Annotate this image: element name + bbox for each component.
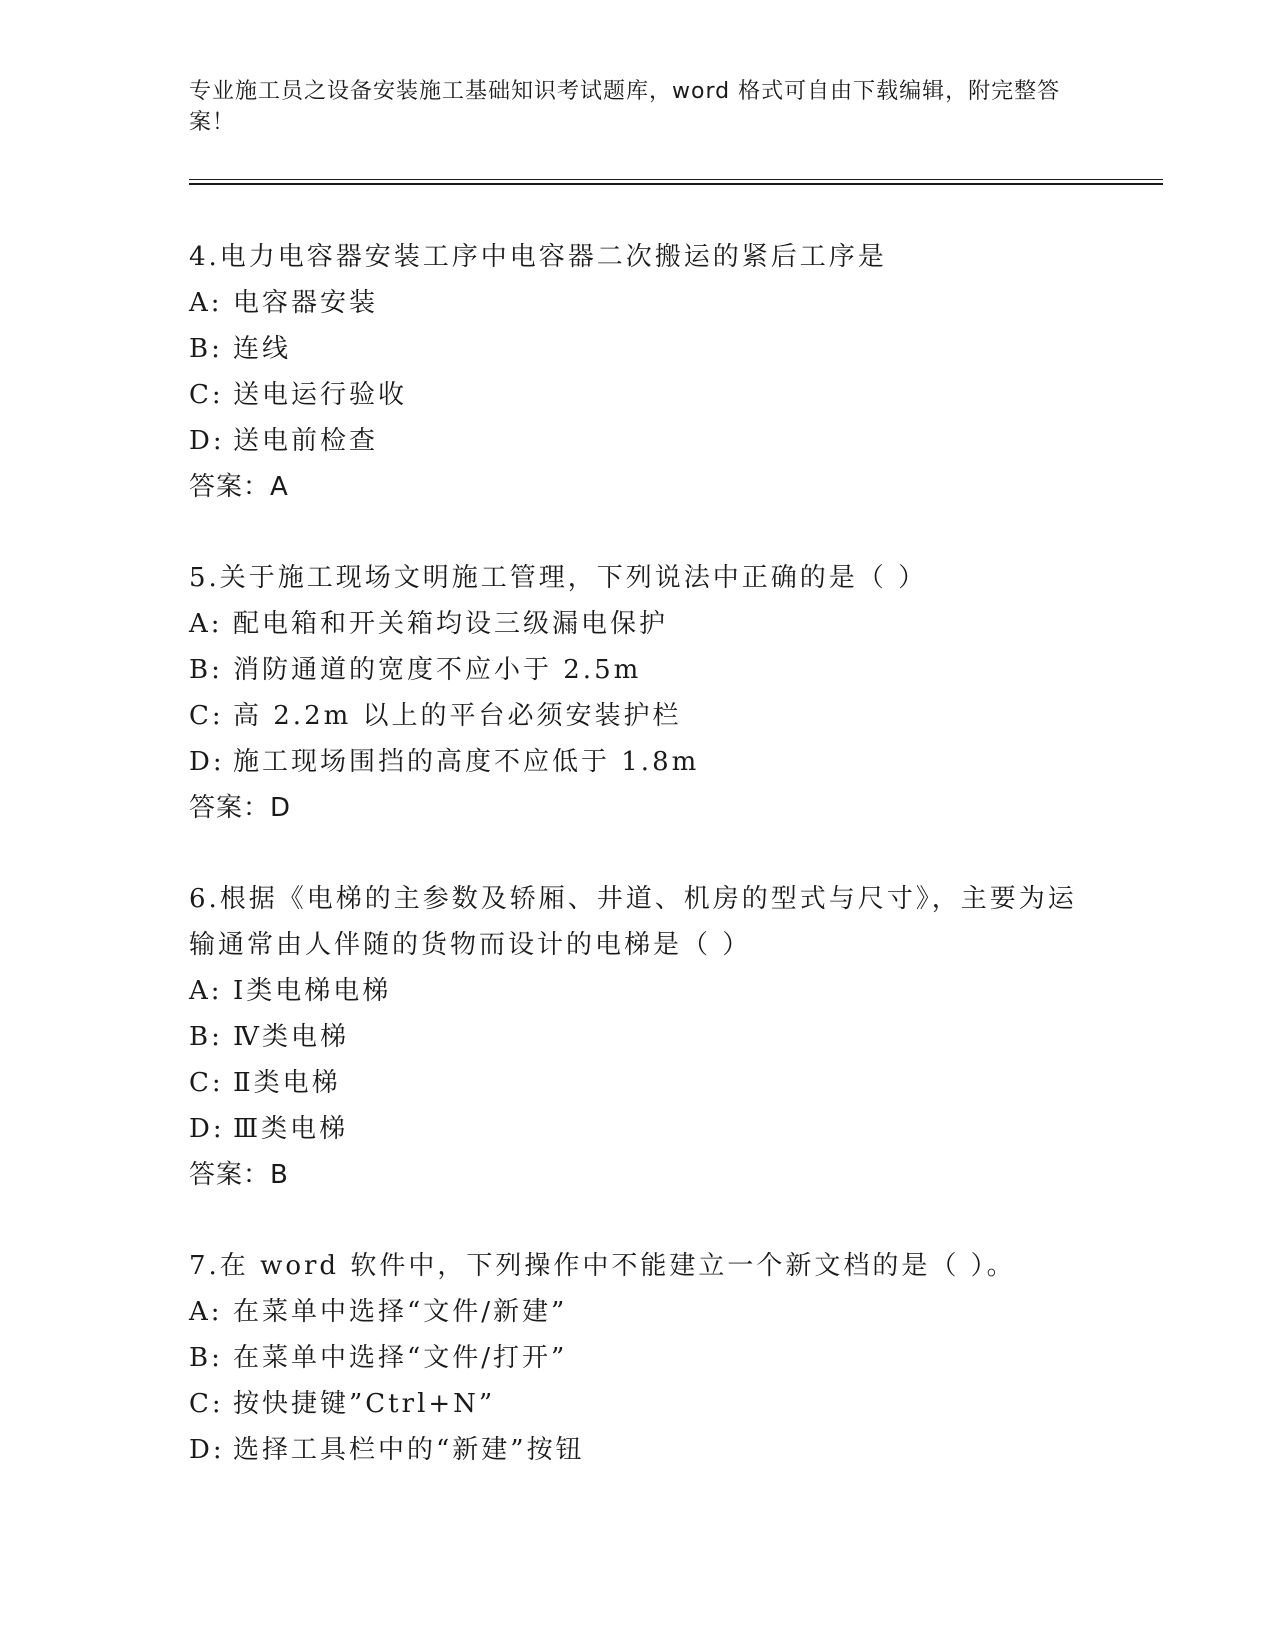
question-7 (189, 1243, 1089, 1473)
document-header: 专业施工员之设备安装施工基础知识考试题库，word 格式可自由下载编辑，附完整答案！ (189, 79, 1061, 135)
question-6 (189, 876, 1089, 1198)
option-b (189, 647, 1089, 693)
option-letter: D: (189, 1435, 225, 1465)
option-a (189, 280, 1089, 326)
option-text: 按快捷键”Ctrl+N” (233, 1389, 496, 1419)
option-letter: B: (189, 334, 223, 364)
option-c (189, 1381, 1089, 1427)
option-c (189, 1060, 1089, 1106)
option-text: 施工现场围挡的高度不应低于 1.8m (233, 747, 700, 777)
option-b (189, 1335, 1089, 1381)
option-letter: B: (189, 1343, 223, 1373)
option-c (189, 372, 1089, 418)
answer-line: 答案：A (189, 472, 289, 502)
option-a (189, 968, 1089, 1014)
question-stem: 7.在 word 软件中，下列操作中不能建立一个新文档的是（ ）。 (189, 1251, 1016, 1281)
option-d (189, 1106, 1089, 1152)
option-text: Ⅲ类电梯 (233, 1114, 349, 1144)
option-letter: C: (189, 1389, 224, 1419)
option-letter: A: (189, 976, 223, 1006)
option-text: 高 2.2m 以上的平台必须安装护栏 (233, 701, 682, 731)
option-letter: C: (189, 1068, 224, 1098)
option-c (189, 693, 1089, 739)
header-divider-thin (189, 179, 1163, 180)
question-stem: 5.关于施工现场文明施工管理，下列说法中正确的是（ ） (189, 563, 928, 593)
question-5 (189, 555, 1089, 831)
option-text: 送电前检查 (233, 426, 379, 456)
option-letter: A: (189, 288, 223, 318)
option-text: 消防通道的宽度不应小于 2.5m (233, 655, 642, 685)
option-text: 在菜单中选择“文件/打开” (233, 1343, 568, 1373)
option-letter: D: (189, 1114, 225, 1144)
option-a (189, 1289, 1089, 1335)
option-letter: B: (189, 655, 223, 685)
header-divider-thick (189, 183, 1163, 185)
option-text: 送电运行验收 (233, 380, 408, 410)
answer-line: 答案：D (189, 793, 292, 823)
option-letter: D: (189, 426, 225, 456)
option-text: 连线 (233, 334, 292, 364)
option-letter: D: (189, 747, 225, 777)
option-letter: A: (189, 609, 223, 639)
option-letter: C: (189, 380, 224, 410)
question-stem: 4.电力电容器安装工序中电容器二次搬运的紧后工序是 (189, 242, 887, 272)
option-letter: A: (189, 1297, 223, 1327)
option-b (189, 326, 1089, 372)
option-a (189, 601, 1089, 647)
option-text: 选择工具栏中的“新建”按钮 (233, 1435, 585, 1465)
question-4 (189, 234, 1089, 510)
question-stem: 6.根据《电梯的主参数及轿厢、井道、机房的型式与尺寸》，主要为运输通常由人伴随的货物而设计的电梯是（ ） (189, 884, 1077, 960)
option-text: 在菜单中选择“文件/新建” (233, 1297, 568, 1327)
option-text: Ⅱ类电梯 (233, 1068, 341, 1098)
answer-line: 答案：B (189, 1160, 289, 1190)
option-letter: C: (189, 701, 224, 731)
option-text: Ⅰ类电梯电梯 (233, 976, 392, 1006)
option-text: 电容器安装 (233, 288, 379, 318)
option-d (189, 739, 1089, 785)
option-b (189, 1014, 1089, 1060)
option-d (189, 418, 1089, 464)
option-text: Ⅳ类电梯 (233, 1022, 349, 1052)
option-text: 配电箱和开关箱均设三级漏电保护 (233, 609, 669, 639)
option-d (189, 1427, 1089, 1473)
option-letter: B: (189, 1022, 223, 1052)
